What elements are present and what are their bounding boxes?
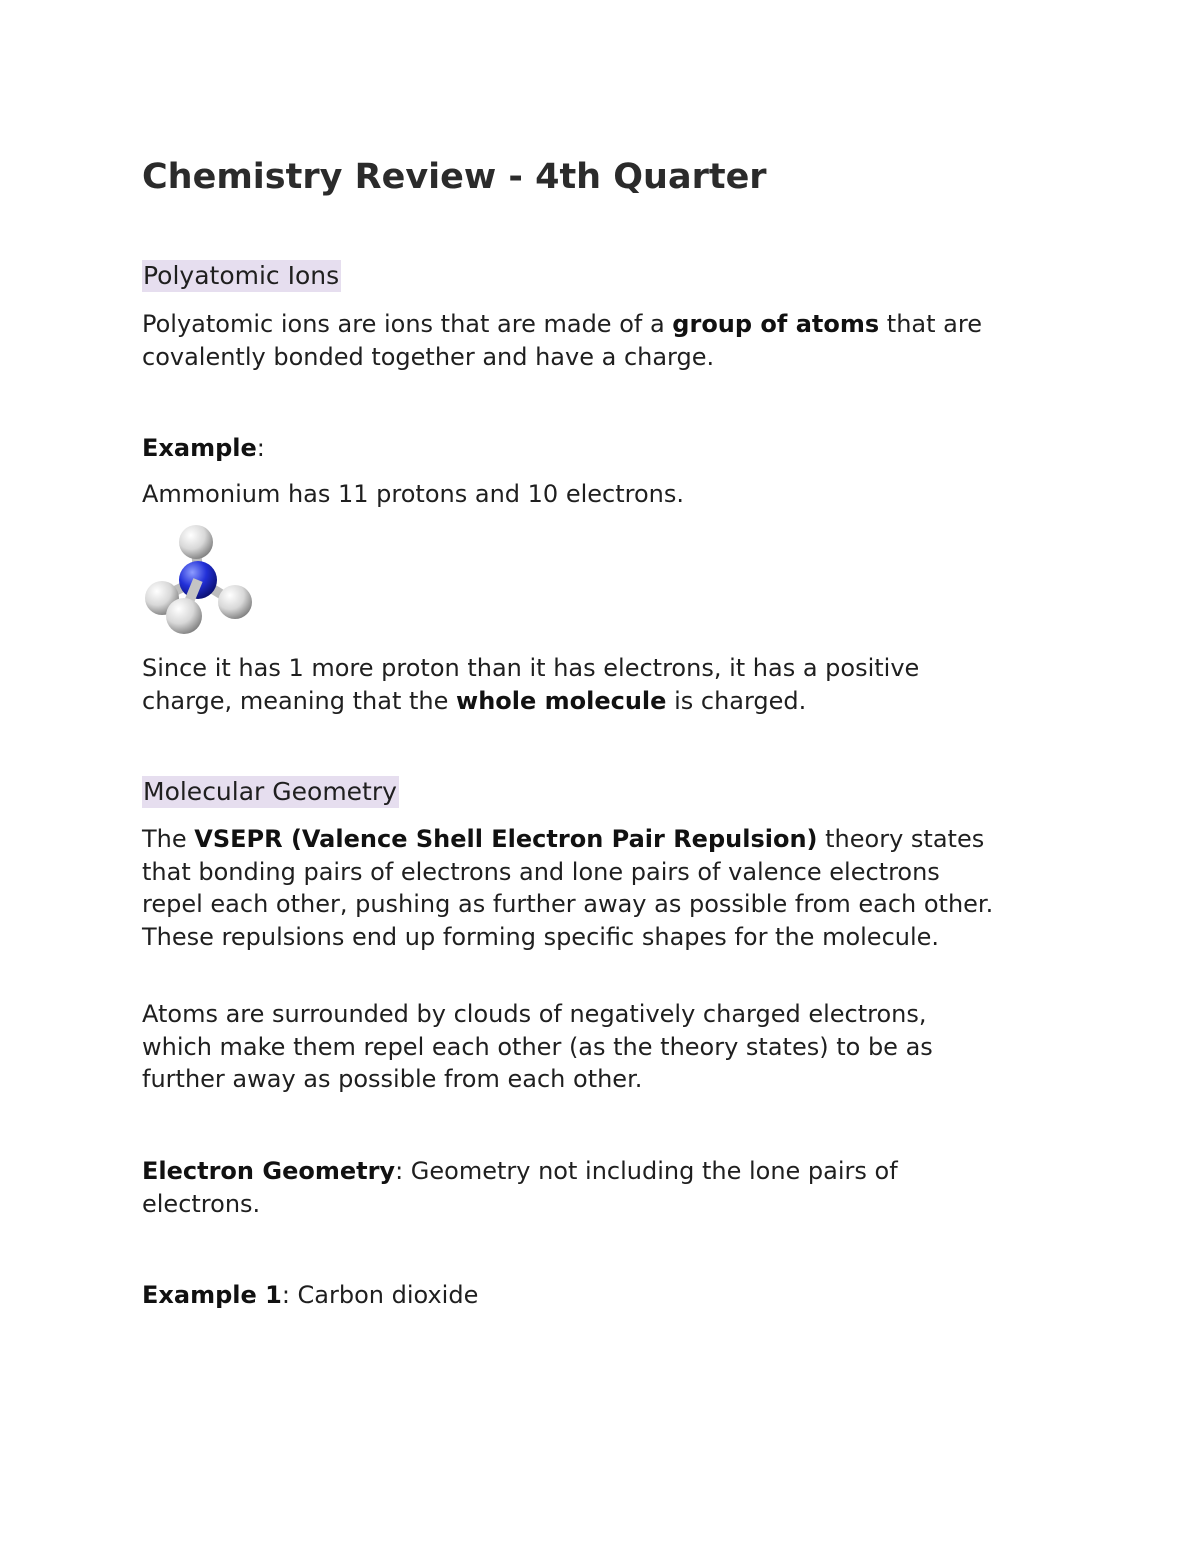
bold-term-electron-geometry: Electron Geometry	[142, 1157, 396, 1185]
heading-highlight: Polyatomic Ions	[143, 261, 340, 290]
bold-term-group-of-atoms: group of atoms	[672, 310, 880, 338]
section-heading-molecular-geometry	[142, 775, 1002, 809]
ammonium-molecule-image	[140, 522, 260, 637]
ammonium-model-icon	[140, 522, 260, 637]
example-1-line: Example 1: Carbon dioxide	[142, 1281, 479, 1309]
bold-term-vsepr: VSEPR (Valence Shell Electron Pair Repulsion)	[194, 825, 818, 853]
atoms-paragraph: Atoms are surrounded by clouds of negatively charged electrons, which make them repel each other (as the theory states) to be as further away as possible from each other.	[142, 1000, 933, 1093]
heading-highlight: Molecular Geometry	[143, 777, 397, 806]
vsepr-paragraph: The VSEPR (Valence Shell Electron Pair Repulsion) theory states that bonding pairs of electrons and lone pairs of valence electrons repel each other, pushing as further away as possible from each other. These repulsions end up forming specific shapes for the molecule.	[142, 825, 994, 951]
bold-term-example-1: Example 1	[142, 1281, 282, 1309]
section-heading-polyatomic-ions	[142, 259, 1002, 293]
ammonium-example-text: Ammonium has 11 protons and 10 electrons.	[142, 480, 684, 508]
electron-geometry-definition: Electron Geometry: Geometry not including the lone pairs of electrons.	[142, 1157, 898, 1218]
bold-term-whole-molecule: whole molecule	[456, 686, 667, 715]
polyatomic-definition: Polyatomic ions are ions that are made of a group of atoms that are covalently bonded together and have a charge.	[142, 310, 982, 371]
example-label: Example:	[142, 434, 265, 462]
charge-explanation: Since it has 1 more proton than it has electrons, it has a positive charge, meaning that the whole molecule is charged.	[142, 654, 920, 715]
document-title: Chemistry Review - 4th Quarter	[142, 157, 767, 197]
